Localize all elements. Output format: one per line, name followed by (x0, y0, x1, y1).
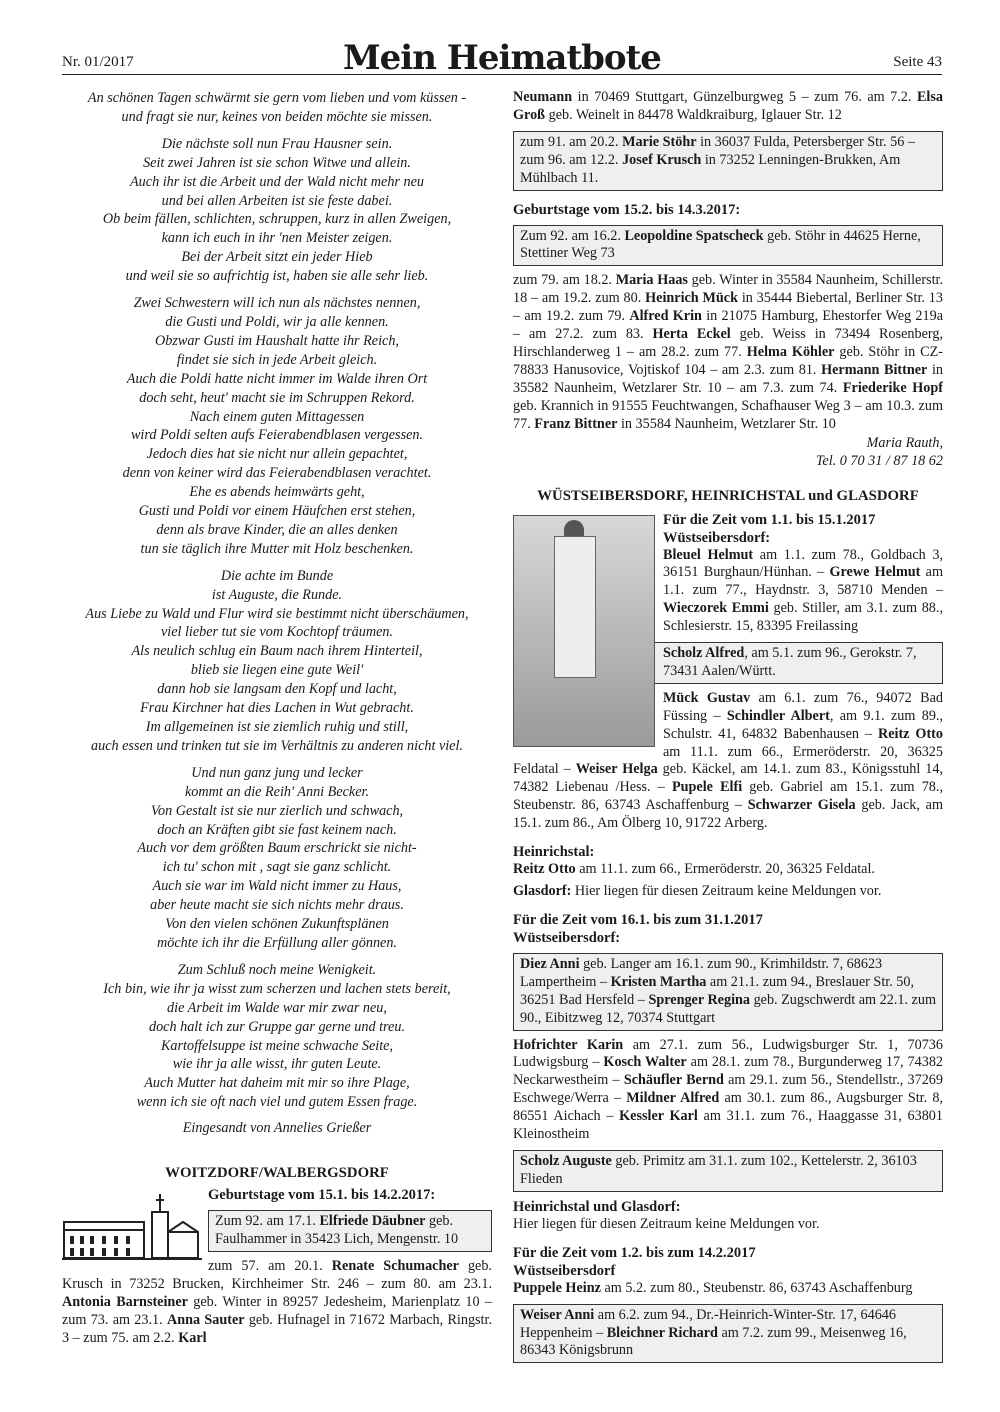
person-name: Hermann Bittner (821, 361, 928, 378)
poem-line: Und nun ganz jung und lecker (191, 764, 363, 781)
person-name: Scholz Alfred (663, 645, 745, 662)
person-name: Marie Stöhr (622, 133, 697, 150)
text-run: am 1.1. zum 77., Haydnstr. 3, 58710 Menden – (663, 564, 943, 599)
text-run: geb. Jack, am 15.1. zum 86., Am Ölberg 10, 91722 Arberg. (513, 797, 944, 832)
poem-line: Frau Kirchner hat dies Lachen in Wut gebracht. (140, 700, 414, 717)
poem-stanza (62, 567, 492, 756)
person-name: Anna Sauter (166, 1311, 245, 1328)
poem-line: Seit zwei Jahren ist sie schon Witwe und allein. (143, 154, 411, 171)
text-run: geb. Stiller, am 3.1. zum 88., Schlesierstr. 15, 83395 Freilassing (663, 600, 943, 635)
text-run: am 27.1. zum 56., Ludwigsburger Str. 1, 70736 Ludwigsburg – (513, 1036, 943, 1071)
text-run: am 6.2. zum 94., Dr.-Heinrich-Winter-Str. 17, 64646 Heppenheim – (520, 1306, 896, 1341)
poem-line: kann ich euch in ihr 'nen Meister zeigen. (161, 230, 393, 247)
poem-line: Auch sie war im Wald nicht immer zu Haus, (152, 878, 402, 895)
poem-line: die Arbeit im Walde war mir zwar neu, (167, 999, 387, 1016)
person-name: Kristen Martha (610, 973, 707, 990)
poem-line: doch halt ich zur Gruppe gar gerne und treu. (148, 1018, 405, 1035)
poem-line: Auch vor dem größten Baum erschrickt sie nicht- (137, 840, 417, 857)
poem-line: Ich bin, wie ihr ja wisst zum scherzen und lachen stets bereit, (103, 980, 451, 997)
text-run: am 1.1. zum 78., Goldbach 3, 36151 Burghaun/Hünhan. – (663, 546, 944, 581)
period-heading-3: Für die Zeit vom 16.1. bis zum 31.1.2017 (513, 911, 763, 928)
text-run: geb. Stöhr in 44625 Herne, Stettiner Weg 73 (520, 227, 921, 262)
text-run: am 31.1. zum 76., Haaggasse 31, 63801 Kleinostheim (513, 1108, 943, 1143)
birthday-list-6 (513, 1280, 943, 1298)
poem-stanza (62, 294, 492, 559)
person-name: Maria Haas (615, 272, 688, 289)
text-run: zum 79. am 18.2. (513, 272, 616, 289)
text-run: am 30.1. zum 86., Augsburger Str. 8, 86551 Aichach – (513, 1090, 943, 1125)
person-name: Helma Köhler (746, 343, 835, 360)
text-run: Hier liegen für diesen Zeitraum keine Meldungen vor. (571, 883, 882, 899)
person-name: Friederike Hopf (842, 379, 944, 396)
poem-line: die Gusti und Poldi, wir ja alle kennen. (165, 313, 389, 330)
person-name: Neumann (513, 89, 573, 105)
poem-line: Als neulich schlug ein Baum nach ihrem Hinterteil, (131, 643, 423, 660)
poem-line: Aus Liebe zu Wald und Flur wird sie bestimmt nicht überschäumen, (85, 605, 469, 622)
person-name: Kessler Karl (619, 1108, 698, 1125)
poem-line: möchte ich ihr die Erfüllung aller gönnen. (157, 934, 397, 951)
text-run: geb. Primitz am 31.1. zum 102., Kettelerstr. 2, 36103 Flieden (520, 1152, 917, 1187)
highlight-box-1 (513, 131, 943, 191)
person-name: Mildner Alfred (626, 1090, 720, 1107)
poem-credit: Eingesandt von Annelies Grießer (182, 1120, 372, 1137)
issue-number: Nr. 01/2017 (62, 54, 134, 70)
highlight-box-4 (513, 953, 943, 1031)
poem-stanza (62, 135, 492, 286)
highlight-box-2 (513, 225, 943, 267)
birthday-list-2 (513, 272, 943, 433)
church-photo (513, 515, 655, 747)
person-name: Sprenger Regina (648, 991, 751, 1008)
poem-line: denn als brave Kinder, die an alles denken (156, 521, 398, 538)
woitzdorf-title: WOITZDORF/WALBERGSDORF (165, 1165, 389, 1182)
text-run: am 21.1. zum 94., Breslauer Str. 50, 36251 Bad Hersfeld – (520, 973, 915, 1008)
poem-line: und fragt sie nur, keines von beiden möchte sie missen. (121, 108, 433, 125)
person-name: Karl (178, 1329, 207, 1346)
person-name: Alfred Krin (629, 308, 702, 325)
poem-line: denn von keiner wird das Feierabendblasen verachtet. (122, 465, 432, 482)
birthday-list-1 (513, 89, 943, 125)
poem-line: Gusti und Poldi vor einem Häufchen erst stehen, (138, 503, 416, 520)
person-name: Heinrich Mück (645, 290, 738, 307)
woitzdorf-text (62, 1258, 492, 1348)
place-heading-2: Wüstseibersdorf: (513, 929, 621, 946)
poem-line: Obzwar Gusti im Haushalt hatte ihr Reich, (155, 332, 399, 349)
church-tower (554, 536, 596, 678)
poem-line: und bei allen Arbeiten ist sie feste dabei. (161, 192, 393, 209)
text-run: in 35584 Naunheim, Wetzlarer Str. 10 (617, 415, 836, 432)
poem-line: doch an Kräften gibt sie fast keinem nach. (157, 821, 397, 838)
text-run: , am 9.1. zum 89., Schulstr. 41, 64832 Babenhausen – (663, 707, 944, 742)
person-name: Elsa Groß (513, 89, 943, 123)
poem-line: Jedoch dies hat sie nicht nur allein gepachtet, (146, 446, 408, 463)
person-name: Leopoldine Spatscheck (624, 227, 764, 244)
poem-stanza (62, 764, 492, 953)
poem-line: viel lieber tut sie vom Kochtopf träumen. (160, 624, 394, 641)
poem-line: tun sie täglich ihre Mutter mit Holz beschenken. (140, 540, 414, 557)
masthead-logo: Mein Heimatbote (343, 38, 661, 78)
signature-tel: Tel. 0 70 31 / 87 18 62 (815, 452, 943, 469)
poem-line: wenn ich sie oft nach viel und gutem Essen frage. (136, 1094, 418, 1111)
person-name: Bleuel Helmut (663, 546, 754, 563)
text-run: am 28.1. zum 78., Burgunderweg 17, 74382 Neckarwestheim – (513, 1054, 944, 1089)
poem-line: aber heute macht sie sich nichts mehr draus. (150, 897, 404, 914)
poem-line: An schönen Tagen schwärmt sie gern vom lieben und vom küssen - (87, 90, 467, 106)
text-run: in 70469 Stuttgart, Günzelburgweg 5 – zum 76. am 7.2. (572, 89, 917, 105)
text-run: in 35582 Naunheim, Wetzlarer Str. 10 – am 7.3. zum 74. (513, 361, 943, 396)
text-run: am 6.1. zum 76., 94072 Bad Füssing – (663, 689, 943, 724)
text-run: am 11.1. zum 66., Ermeröderstr. 20, 36325 Feldatal. (575, 861, 875, 878)
woitzdorf-subtitle: Geburtstage vom 15.1. bis 14.2.2017: (208, 1187, 436, 1204)
person-name: Reitz Otto (877, 725, 943, 742)
person-name: Grewe Helmut (829, 564, 921, 581)
period-heading-4: Für die Zeit vom 1.2. bis zum 14.2.2017 (513, 1244, 756, 1261)
poem-line: und weil sie so aufrichtig ist, haben sie alle sehr lieb. (125, 268, 429, 285)
poem-line: Die achte im Bunde (220, 567, 334, 584)
place-heading-1: Wüstseibersdorf: (663, 529, 771, 546)
poem (62, 89, 492, 1112)
poem-line: Auch ihr ist die Arbeit und der Wald nicht mehr neu (130, 173, 424, 190)
page-header (62, 38, 942, 78)
poem-line: dann hob sie langsam den Kopf und lacht, (157, 681, 397, 698)
poem-line: Von Gestalt ist sie nur zierlich und schwach, (150, 802, 404, 819)
poem-line: Nach einem guten Mittagessen (189, 408, 365, 425)
person-name: Diez Anni (520, 955, 580, 972)
text-run: geb. Krusch in 73252 Brucken, Kirchheimer Str. 246 – zum 80. am 23.1. (62, 1257, 492, 1292)
text-run: , am 5.1. zum 96., Gerokstr. 7, 73431 Aalen/Württ. (663, 645, 917, 679)
person-name: Scholz Auguste (520, 1152, 612, 1169)
poem-line: wird Poldi selten aufs Feierabendblasen vergessen. (130, 427, 424, 444)
person-name: Kosch Walter (603, 1054, 687, 1071)
hg-text: Hier liegen für diesen Zeitraum keine Meldungen vor. (513, 1215, 820, 1232)
woitzdorf-box: Zum 92. am 17.1. Elfriede Däubner geb. Faulhammer in 35423 Lich, Mengenstr. 10 (208, 1210, 492, 1252)
text-run: geb. Langer am 16.1. zum 90., Krimhildstr. 7, 68623 Lampertheim – (520, 955, 883, 990)
poem-line: Zum Schluß noch meine Wenigkeit. (177, 961, 377, 978)
poem-line: kommt an die Reih' Anni Becker. (185, 783, 369, 800)
poem-line: Auch die Poldi hatte nicht immer im Walde ihren Ort (126, 370, 428, 387)
period-heading-1: Geburtstage vom 15.2. bis 14.3.2017: (513, 201, 741, 218)
text-run: am 11.1. zum 66., Ermeröderstr. 20, 36325 Feldatal – (513, 743, 943, 778)
text-run: geb. Gabriel am 15.1. zum 78., Steubenstr. 86, 63743 Aschaffenburg – (513, 779, 943, 814)
text-run: zum 57. am 20.1. (208, 1257, 332, 1274)
text-run: in 35444 Biebertal, Berliner Str. 13 – am 19.2. zum 79. (513, 290, 943, 325)
poem-line: Zwei Schwestern will ich nun als nächstes nennen, (133, 295, 421, 312)
poem-line: ich tu' schon mit , sagt sie ganz schlicht. (162, 859, 392, 876)
text-run: geb. Weiss in 73494 Rosenberg, Hirschlanderweg 1 – am 28.2. zum 77. (513, 326, 943, 360)
text-run: geb. Zugschwerdt am 22.1. zum 90., Eibitzweg 12, 70374 Stuttgart (520, 991, 936, 1026)
person-name: Franz Bittner (534, 415, 618, 432)
poem-line: Bei der Arbeit sitzt ein jeder Hieb (181, 249, 373, 266)
person-name: Weiser Anni (520, 1306, 595, 1323)
hg-heading: Heinrichstal und Glasdorf: (513, 1198, 681, 1215)
birthday-list-5 (513, 1037, 943, 1144)
heinrichstal-text (513, 861, 943, 879)
highlight-box-6 (513, 1304, 943, 1364)
person-name: Weiser Helga (575, 761, 658, 778)
text-run: geb. Winter in 89257 Jedesheim, Marienplatz 10 – zum 73. am 23.1. (62, 1293, 493, 1328)
heinrichstal-heading: Heinrichstal: (513, 844, 595, 861)
text-run: in 73252 Lenningen-Brukken, Am Mühlbach 11. (520, 151, 901, 186)
text-run: in 36037 Fulda, Petersberger Str. 56 – zum 96. am 12.2. (520, 133, 915, 168)
poem-stanza (62, 89, 492, 127)
poem-line: wie ihr ja alle wisst, ihr guten Leute. (172, 1056, 382, 1073)
poem-line: Ob beim fällen, schlichten, schruppen, kurz in allen Zweigen, (102, 211, 452, 228)
glasdorf-text (513, 883, 943, 901)
page-number: Seite 43 (893, 54, 942, 70)
text-run: am 29.1. zum 56., Stendellstr., 37269 Eschwege/Werra – (513, 1072, 943, 1107)
person-name: Bleichner Richard (606, 1324, 718, 1341)
person-name: Schwarzer Gisela (747, 797, 856, 814)
right-column (513, 89, 943, 1369)
poem-line: doch seht, heut' macht sie im Schruppen Rekord. (139, 389, 415, 406)
person-name: Herta Eckel (652, 326, 731, 343)
text-run: geb. Käckel, am 14.1. zum 83., Königsstuhl 14, 74382 Liebenau /Hess. – (513, 761, 944, 796)
text-run: am 7.2. zum 99., Meisenweg 16, 86343 Königsbrunn (520, 1324, 907, 1359)
person-name: Josef Krusch (622, 151, 702, 168)
place-heading-3: Wüstseibersdorf (513, 1262, 616, 1279)
poem-line: ist Auguste, die Runde. (211, 586, 343, 603)
person-name: Wieczorek Emmi (663, 600, 769, 617)
poem-line: findet sie sich in jede Arbeit gleich. (176, 351, 378, 368)
highlight-box-5 (513, 1150, 943, 1192)
text-run: zum 91. am 20.2. (520, 133, 623, 150)
text-run: in 21075 Hamburg, Ehestorfer Weg 219a – am 27.2. zum 83. (513, 308, 944, 343)
region-title: WÜSTSEIBERSDORF, HEINRICHSTAL und GLASDORF (537, 487, 919, 504)
left-column (62, 89, 492, 1347)
poem-line: blieb sie liegen eine gute Weil' (190, 662, 364, 679)
text-run: am 5.2. zum 80., Steubenstr. 86, 63743 Aschaffenburg (600, 1279, 913, 1296)
signature-name: Maria Rauth, (866, 434, 943, 451)
woitzdorf-section (62, 1186, 492, 1347)
period-heading-2: Für die Zeit vom 1.1. bis 15.1.2017 (663, 511, 876, 528)
poem-line: Auch Mutter hat daheim mit mir so ihre Plage, (144, 1075, 410, 1092)
poem-line: auch essen und trinken tut sie im Verhältnis zu anderen nicht viel. (91, 737, 463, 754)
text-run: geb. Stöhr in CZ-78833 Hanusovice, Vojtiskof 104 – am 2.3. zum 81. (513, 343, 944, 378)
text-run: Zum 92. am 16.2. (520, 227, 625, 244)
person-name: Pupele Elfi (671, 779, 743, 796)
person-name: Puppele Heinz (513, 1279, 601, 1296)
person-name: Schäufler Bernd (623, 1072, 724, 1089)
person-name: Glasdorf: (513, 883, 572, 899)
poem-line: Die nächste soll nun Frau Hausner sein. (161, 135, 393, 152)
person-name: Renate Schumacher (331, 1257, 459, 1274)
village-icon (62, 1192, 202, 1260)
person-name: Hofrichter Karin (513, 1036, 624, 1053)
person-name: Mück Gustav (663, 689, 751, 706)
text-run: geb. Hufnagel in 71672 Marbach, Ringstr. 3 – zum 75. am 2.2. (62, 1311, 492, 1346)
person-name: Reitz Otto (513, 861, 576, 878)
poem-line: Ehe es abends heimwärts geht, (189, 484, 365, 501)
poem-line: Im allgemeinen ist sie ziemlich ruhig und still, (145, 719, 409, 735)
poem-stanza (62, 961, 492, 1112)
poem-line: Von den vielen schönen Zukunftsplänen (165, 916, 389, 933)
text-run: geb. Winter in 35584 Naunheim, Schillerstr. 18 – am 19.2. zum 80. (513, 272, 943, 307)
person-name: Schindler Albert (726, 707, 830, 724)
person-name: Antonia Barnsteiner (62, 1293, 188, 1310)
region-section (513, 511, 943, 834)
text-run: geb. Weinelt in 84478 Waldkraiburg, Iglauer Str. 12 (545, 106, 842, 123)
text-run: geb. Krannich in 91555 Feuchtwangen, Schafhauser Weg 3 – am 10.3. zum 77. (513, 397, 943, 432)
poem-line: Kartoffelsuppe ist meine schwache Seite, (160, 1037, 394, 1054)
